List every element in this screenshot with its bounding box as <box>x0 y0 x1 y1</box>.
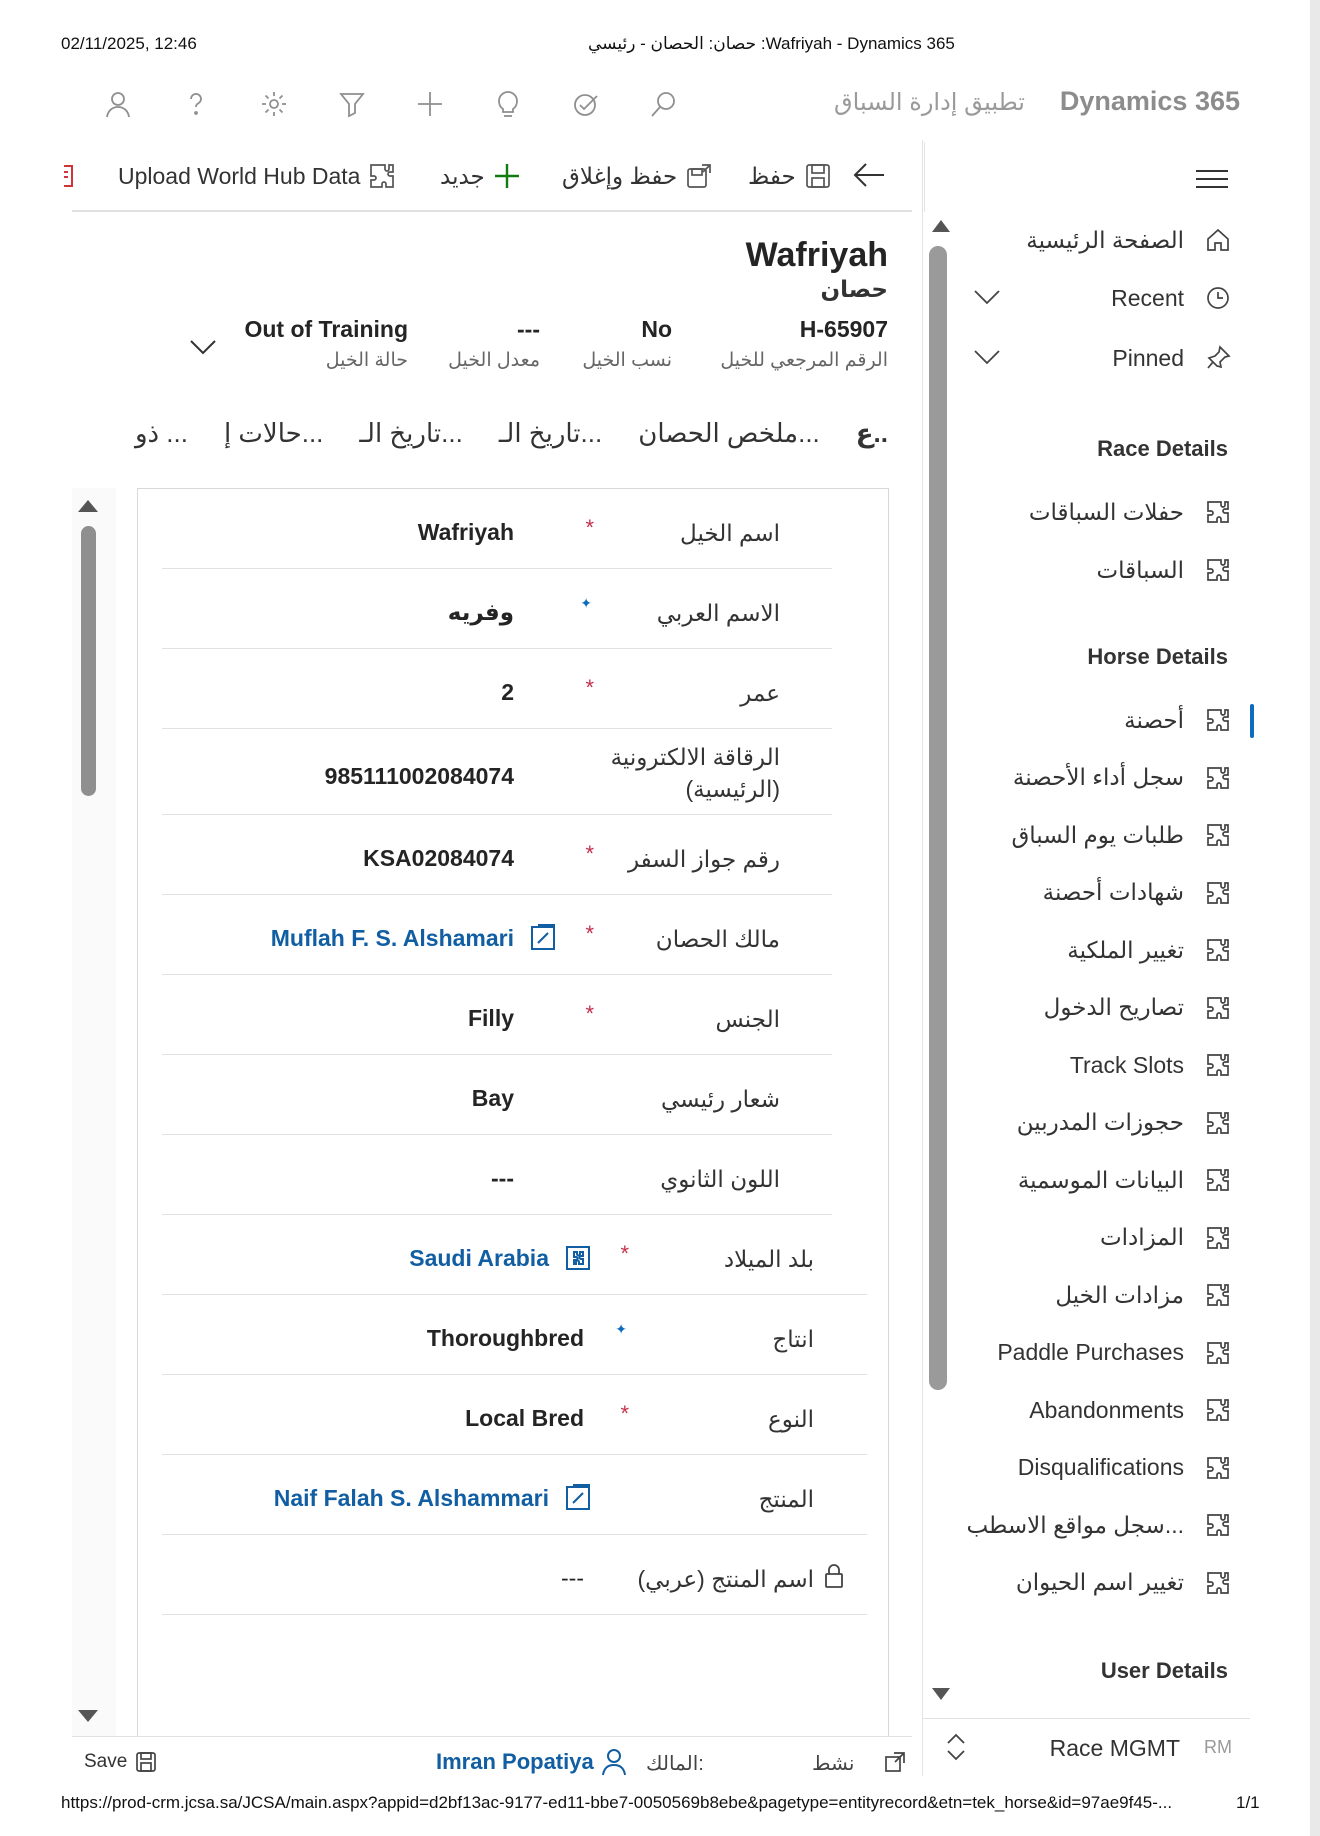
settings-icon[interactable] <box>254 84 294 124</box>
sex-value[interactable]: Filly <box>467 1005 514 1031</box>
form-scroll-up-icon[interactable] <box>78 500 98 512</box>
field-secondary-color: اللون الثانوي --- <box>162 1135 832 1215</box>
nav-item-horse-10[interactable] <box>923 1273 1250 1317</box>
nav-item-horse-5[interactable] <box>923 986 1250 1030</box>
record-entity: حصان <box>820 276 888 302</box>
owner-name-link[interactable]: Imran Popatiya <box>436 1749 594 1774</box>
header-expand-chevron-icon[interactable] <box>188 336 218 363</box>
back-button[interactable] <box>852 160 886 195</box>
nav-item-horse-1[interactable] <box>923 756 1250 800</box>
nav-item-home[interactable]: الصفحة الرئيسية <box>923 218 1250 262</box>
horse-name-value[interactable]: Wafriyah <box>417 519 514 545</box>
breeder-link[interactable]: Naif Falah S. Alshammari <box>273 1485 549 1511</box>
owner-user-icon <box>600 1747 628 1782</box>
help-icon[interactable] <box>176 84 216 124</box>
nav-item-label: حجوزات المدربين <box>1016 1109 1184 1135</box>
nav-item-label: تصاريح الدخول <box>1043 994 1184 1020</box>
pin-icon <box>1186 345 1250 371</box>
nav-item-label: Track Slots <box>1069 1051 1184 1078</box>
tab-history-2[interactable]: تاريخ الـ... <box>359 418 463 448</box>
field-main-color: شعار رئيسي Bay <box>162 1055 832 1135</box>
puzzle-icon <box>1186 557 1250 583</box>
save-label: حفظ <box>748 162 796 189</box>
required-marker: * <box>585 921 594 946</box>
nav-item-recent[interactable]: Recent <box>923 276 1250 320</box>
area-name: Race MGMT <box>1049 1735 1180 1761</box>
required-marker: * <box>585 675 594 700</box>
home-icon <box>1186 227 1250 253</box>
print-datetime: 02/11/2025, 12:46 <box>61 34 197 53</box>
birth-country-link[interactable]: Saudi Arabia <box>409 1245 549 1271</box>
required-marker: * <box>620 1401 629 1426</box>
puzzle-icon <box>1186 1455 1250 1481</box>
field-owner: مالك الحصان * Muflah F. S. Alshamari <box>162 895 832 975</box>
microchip-value[interactable]: 985111002084074 <box>324 763 514 789</box>
puzzle-icon <box>1186 995 1250 1021</box>
form-scrollbar-thumb[interactable] <box>81 526 96 796</box>
print-page-number: 1/1 <box>1236 1793 1260 1812</box>
puzzle-icon <box>1186 1225 1250 1251</box>
area-switcher[interactable] <box>923 1718 1250 1776</box>
owner-link[interactable]: Muflah F. S. Alshamari <box>270 925 514 951</box>
puzzle-icon <box>1186 765 1250 791</box>
nav-item-horse-6[interactable] <box>923 1043 1250 1087</box>
nav-item-horse-9[interactable] <box>923 1216 1250 1260</box>
puzzle-icon <box>1186 880 1250 906</box>
general-section <box>137 488 889 1736</box>
recommended-marker: ✦ <box>615 1321 627 1337</box>
statusbar-save-button[interactable]: Save <box>84 1751 157 1773</box>
field-microchip: الرقاقة الالكترونية (الرئيسية) 985111002084074 <box>162 729 832 815</box>
field-breeder-arabic: اسم المنتج (عربي) --- <box>162 1535 867 1615</box>
passport-value[interactable]: KSA02084074 <box>363 845 514 871</box>
breeder-arabic-value[interactable]: --- <box>561 1565 584 1591</box>
tab-cases[interactable]: حالات إ... <box>223 418 324 448</box>
nav-item-race-meetings[interactable]: حفلات السباقات <box>923 490 1250 534</box>
field-horse-name: اسم الخيل * Wafriyah <box>162 489 832 569</box>
upload-world-hub-button[interactable] <box>118 156 396 196</box>
print-url: https://prod-crm.jcsa.sa/JCSA/main.aspx?appid=d2bf13ac-9177-ed11-bbe7-0050569b8ebe&pagetype=entityrecord&etn=tek_horse&id=97ae9f45-... <box>61 1793 1173 1812</box>
status-bar <box>72 1736 912 1786</box>
save-icon <box>804 162 832 190</box>
nav-item-label: المزادات <box>1099 1224 1184 1250</box>
nav-item-horse-2[interactable] <box>923 813 1250 857</box>
puzzle-icon <box>1186 1570 1250 1596</box>
nav-item-label: طلبات يوم السباق <box>1011 821 1184 848</box>
field-arabic-name: الاسم العربي ✦ وفريه <box>162 569 832 649</box>
nav-item-label: Disqualifications <box>1017 1454 1184 1480</box>
nav-item-label: مزادات الخيل <box>1055 1281 1184 1308</box>
filter-icon[interactable] <box>332 84 372 124</box>
nav-item-horse-11[interactable] <box>923 1331 1250 1375</box>
country-entity-icon[interactable] <box>565 1243 591 1276</box>
save-close-label: حفظ وإغلاق <box>562 162 678 189</box>
lookup-record-icon[interactable] <box>530 923 556 956</box>
nav-item-races[interactable]: السباقات <box>923 548 1250 592</box>
puzzle-icon <box>368 162 396 190</box>
required-marker: * <box>585 841 594 866</box>
puzzle-icon <box>1186 822 1250 848</box>
tab-history-1[interactable]: تاريخ الـ... <box>498 418 603 448</box>
age-value[interactable]: 2 <box>501 679 514 705</box>
header-field-reference: H-65907 الرقم المرجعي للخيل <box>720 316 888 371</box>
search-icon[interactable] <box>644 84 684 124</box>
puzzle-icon <box>1186 1110 1250 1136</box>
required-marker: * <box>620 1241 629 1266</box>
nav-item-pinned[interactable]: Pinned <box>923 336 1250 380</box>
lightbulb-icon[interactable] <box>488 84 528 124</box>
nav-item-label: تغيير اسم الحيوان <box>1015 1569 1184 1595</box>
nav-item-horse-15[interactable] <box>923 1561 1250 1605</box>
field-breeder: المنتج Naif Falah S. Alshammari <box>162 1455 867 1535</box>
secondary-color-value[interactable]: --- <box>491 1165 514 1191</box>
command-bar <box>72 140 912 212</box>
owner-label: المالك: <box>646 1753 704 1775</box>
field-type: النوع * Local Bred <box>162 1375 867 1455</box>
tab-horse-summary[interactable]: ملخص الحصان... <box>638 418 820 448</box>
nav-item-horse-13[interactable] <box>923 1446 1250 1490</box>
task-flow-icon[interactable] <box>566 84 606 124</box>
new-label: جديد <box>440 162 485 189</box>
clock-icon <box>1186 285 1250 311</box>
save-close-icon <box>685 162 713 190</box>
hamburger-menu-icon[interactable] <box>1192 164 1232 194</box>
lookup-record-icon[interactable] <box>565 1483 591 1516</box>
nav-item-label: Paddle Purchases <box>997 1339 1184 1365</box>
nav-item-label: شهادات أحصنة <box>1042 879 1184 905</box>
form-scroll-down-icon[interactable] <box>78 1710 98 1722</box>
nav-item-label: سجل مواقع الاسطب... <box>966 1511 1184 1538</box>
plus-icon[interactable] <box>410 84 450 124</box>
puzzle-icon <box>1186 1167 1250 1193</box>
brand-name[interactable]: Dynamics 365 <box>1059 86 1240 116</box>
nav-item-label: سجل أداء الأحصنة <box>1012 764 1184 790</box>
form-tabs <box>134 418 888 458</box>
puzzle-icon <box>1186 1512 1250 1538</box>
upload-label: Upload World Hub Data <box>118 162 361 189</box>
nav-item-horse-3[interactable] <box>923 871 1250 915</box>
record-state: نشط <box>812 1753 855 1775</box>
recommended-marker: ✦ <box>580 595 592 611</box>
overflow-icon[interactable] <box>64 162 78 188</box>
record-title: Wafriyah <box>745 236 888 274</box>
chevron-down-icon[interactable] <box>973 346 1001 373</box>
user-icon[interactable] <box>98 84 138 124</box>
plus-icon <box>493 162 521 190</box>
required-marker: * <box>585 515 594 540</box>
puzzle-icon <box>1186 1052 1250 1078</box>
new-button[interactable] <box>440 156 521 196</box>
header-field-pedigree: No نسب الخيل <box>582 316 672 371</box>
area-badge: RM <box>1204 1737 1232 1757</box>
header-field-status: Out of Training حالة الخيل <box>244 316 408 371</box>
production-value[interactable]: Thoroughbred <box>426 1325 584 1351</box>
tab-general[interactable]: ع.. <box>855 418 888 448</box>
required-marker: * <box>585 1001 594 1026</box>
save-icon <box>135 1751 157 1773</box>
field-production: انتاج ✦ Thoroughbred <box>162 1295 867 1375</box>
field-birth-country: بلد الميلاد * Saudi Arabia <box>162 1215 867 1295</box>
puzzle-icon <box>1186 1340 1250 1366</box>
nav-item-label: Abandonments <box>1029 1396 1184 1423</box>
nav-group-race-details: Race Details <box>1097 436 1228 461</box>
save-button[interactable] <box>748 156 832 196</box>
nav-item-horse-8[interactable] <box>923 1158 1250 1202</box>
main-color-value[interactable]: Bay <box>471 1085 514 1111</box>
type-value[interactable]: Local Bred <box>465 1405 584 1431</box>
nav-group-user-details: User Details <box>1100 1658 1228 1683</box>
nav-item-horse-0[interactable] <box>923 698 1250 742</box>
lock-icon <box>823 1563 845 1594</box>
nav-item-label: أحصنة <box>1124 706 1184 733</box>
puzzle-icon <box>1186 499 1250 525</box>
nav-item-horse-14[interactable] <box>923 1503 1250 1547</box>
puzzle-icon <box>1186 707 1250 733</box>
page-edge <box>1310 0 1320 1836</box>
nav-item-horse-4[interactable] <box>923 928 1250 972</box>
nav-group-horse-details: Horse Details <box>1087 644 1228 669</box>
chevron-down-icon[interactable] <box>973 286 1001 313</box>
field-age: عمر * 2 <box>162 649 832 729</box>
app-bar <box>70 72 1240 136</box>
puzzle-icon <box>1186 1397 1250 1423</box>
nav-item-label: البيانات الموسمية <box>1017 1166 1184 1193</box>
header-field-rating: --- معدل الخيل <box>448 316 540 371</box>
nav-item-horse-12[interactable] <box>923 1388 1250 1432</box>
tab-related[interactable]: ذو ... <box>134 418 188 448</box>
field-sex: الجنس * Filly <box>162 975 832 1055</box>
print-title: حصان: الحصان - رئيسي :Wafriyah - Dynamics 365 <box>588 34 955 53</box>
open-in-new-window-icon[interactable] <box>884 1751 906 1778</box>
area-switch-icon[interactable] <box>943 1731 969 1768</box>
app-name[interactable]: تطبيق إدارة السباق <box>834 89 1025 116</box>
nav-item-label: تغيير الملكية <box>1067 936 1184 963</box>
save-close-button[interactable] <box>562 156 713 196</box>
puzzle-icon <box>1186 1282 1250 1308</box>
arabic-name-value[interactable]: وفريه <box>447 599 514 625</box>
sitemap-nav <box>923 140 1250 1700</box>
nav-item-horse-7[interactable] <box>923 1101 1250 1145</box>
field-passport: رقم جواز السفر * KSA02084074 <box>162 815 832 895</box>
puzzle-icon <box>1186 937 1250 963</box>
